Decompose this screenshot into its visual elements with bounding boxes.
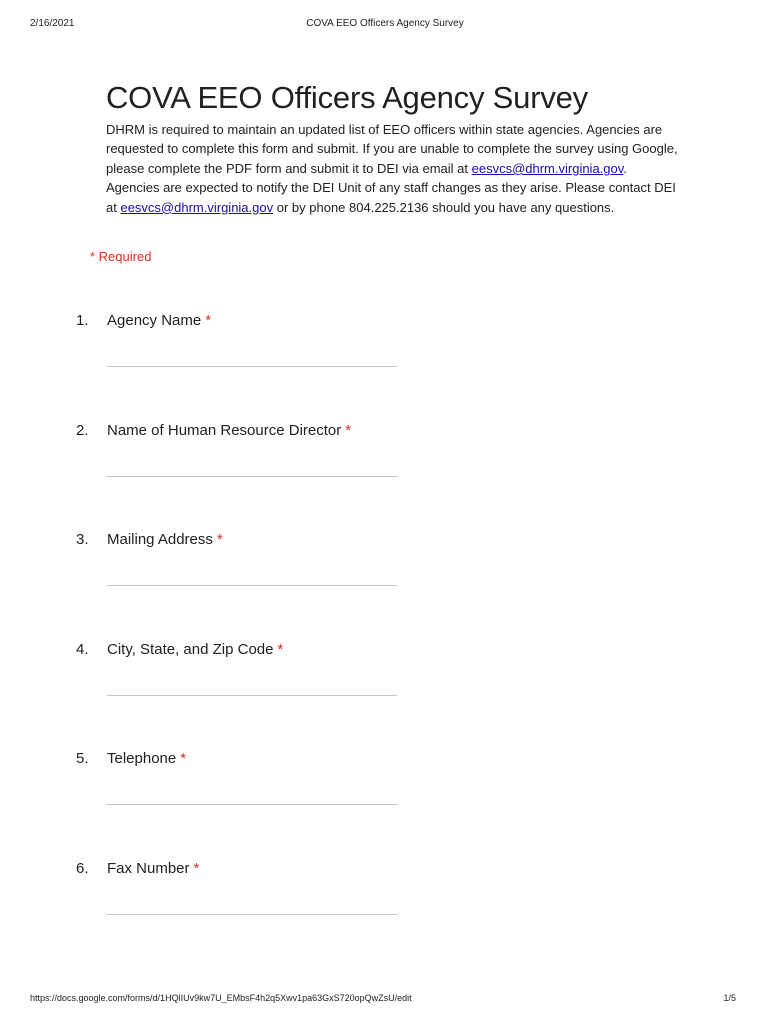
- email-link-1[interactable]: eesvcs@dhrm.virginia.gov: [471, 160, 624, 176]
- required-asterisk: *: [345, 422, 352, 439]
- city-state-zip-input[interactable]: [107, 695, 397, 696]
- required-asterisk: *: [180, 750, 187, 767]
- question-label: Agency Name *: [107, 312, 212, 329]
- question-label: Telephone *: [107, 750, 187, 767]
- telephone-input[interactable]: [107, 804, 397, 805]
- agency-name-input[interactable]: [107, 366, 397, 367]
- mailing-address-input[interactable]: [107, 585, 397, 586]
- question-label: Name of Human Resource Director *: [107, 422, 352, 439]
- question-label: Mailing Address *: [107, 531, 223, 548]
- question-label: City, State, and Zip Code *: [107, 641, 284, 658]
- required-note: * Required: [90, 249, 152, 264]
- required-asterisk: *: [216, 531, 223, 548]
- question-label: Fax Number *: [107, 860, 200, 877]
- question-number: 1.: [76, 312, 89, 329]
- print-footer-url: https://docs.google.com/forms/d/1HQlIUv9kw7U_EMbsF4h2q5Xwv1pa63GxS720opQwZsU/edit: [30, 993, 412, 1003]
- email-link-2[interactable]: eesvcs@dhrm.virginia.gov: [120, 199, 274, 215]
- description-text-3: or by phone 804.225.2136 should you have any questions.: [273, 199, 615, 215]
- required-asterisk: *: [193, 860, 200, 877]
- required-asterisk: *: [277, 641, 284, 658]
- description-text-2: . Agencies are expected to notify the DEI Unit of any staff changes as they arise. Please contact DEI at: [106, 160, 676, 215]
- fax-number-input[interactable]: [107, 914, 397, 915]
- form-title: COVA EEO Officers Agency Survey: [106, 80, 588, 115]
- question-number: 6.: [76, 860, 89, 877]
- question-number: 4.: [76, 641, 89, 658]
- required-asterisk: *: [205, 312, 212, 329]
- print-header-title: COVA EEO Officers Agency Survey: [306, 18, 464, 29]
- form-description: [106, 120, 681, 217]
- description-text-1: DHRM is required to maintain an updated list of EEO officers within state agencies. Agencies are requested to complete this form and submit. If you are unable to complete the survey using Google, please complete the PDF form and submit it to DEI via email at: [106, 122, 678, 176]
- question-number: 5.: [76, 750, 89, 767]
- hr-director-input[interactable]: [107, 476, 397, 477]
- print-footer-page: 1/5: [723, 993, 736, 1003]
- print-header-date: 2/16/2021: [30, 18, 75, 29]
- question-number: 2.: [76, 422, 89, 439]
- question-number: 3.: [76, 531, 89, 548]
